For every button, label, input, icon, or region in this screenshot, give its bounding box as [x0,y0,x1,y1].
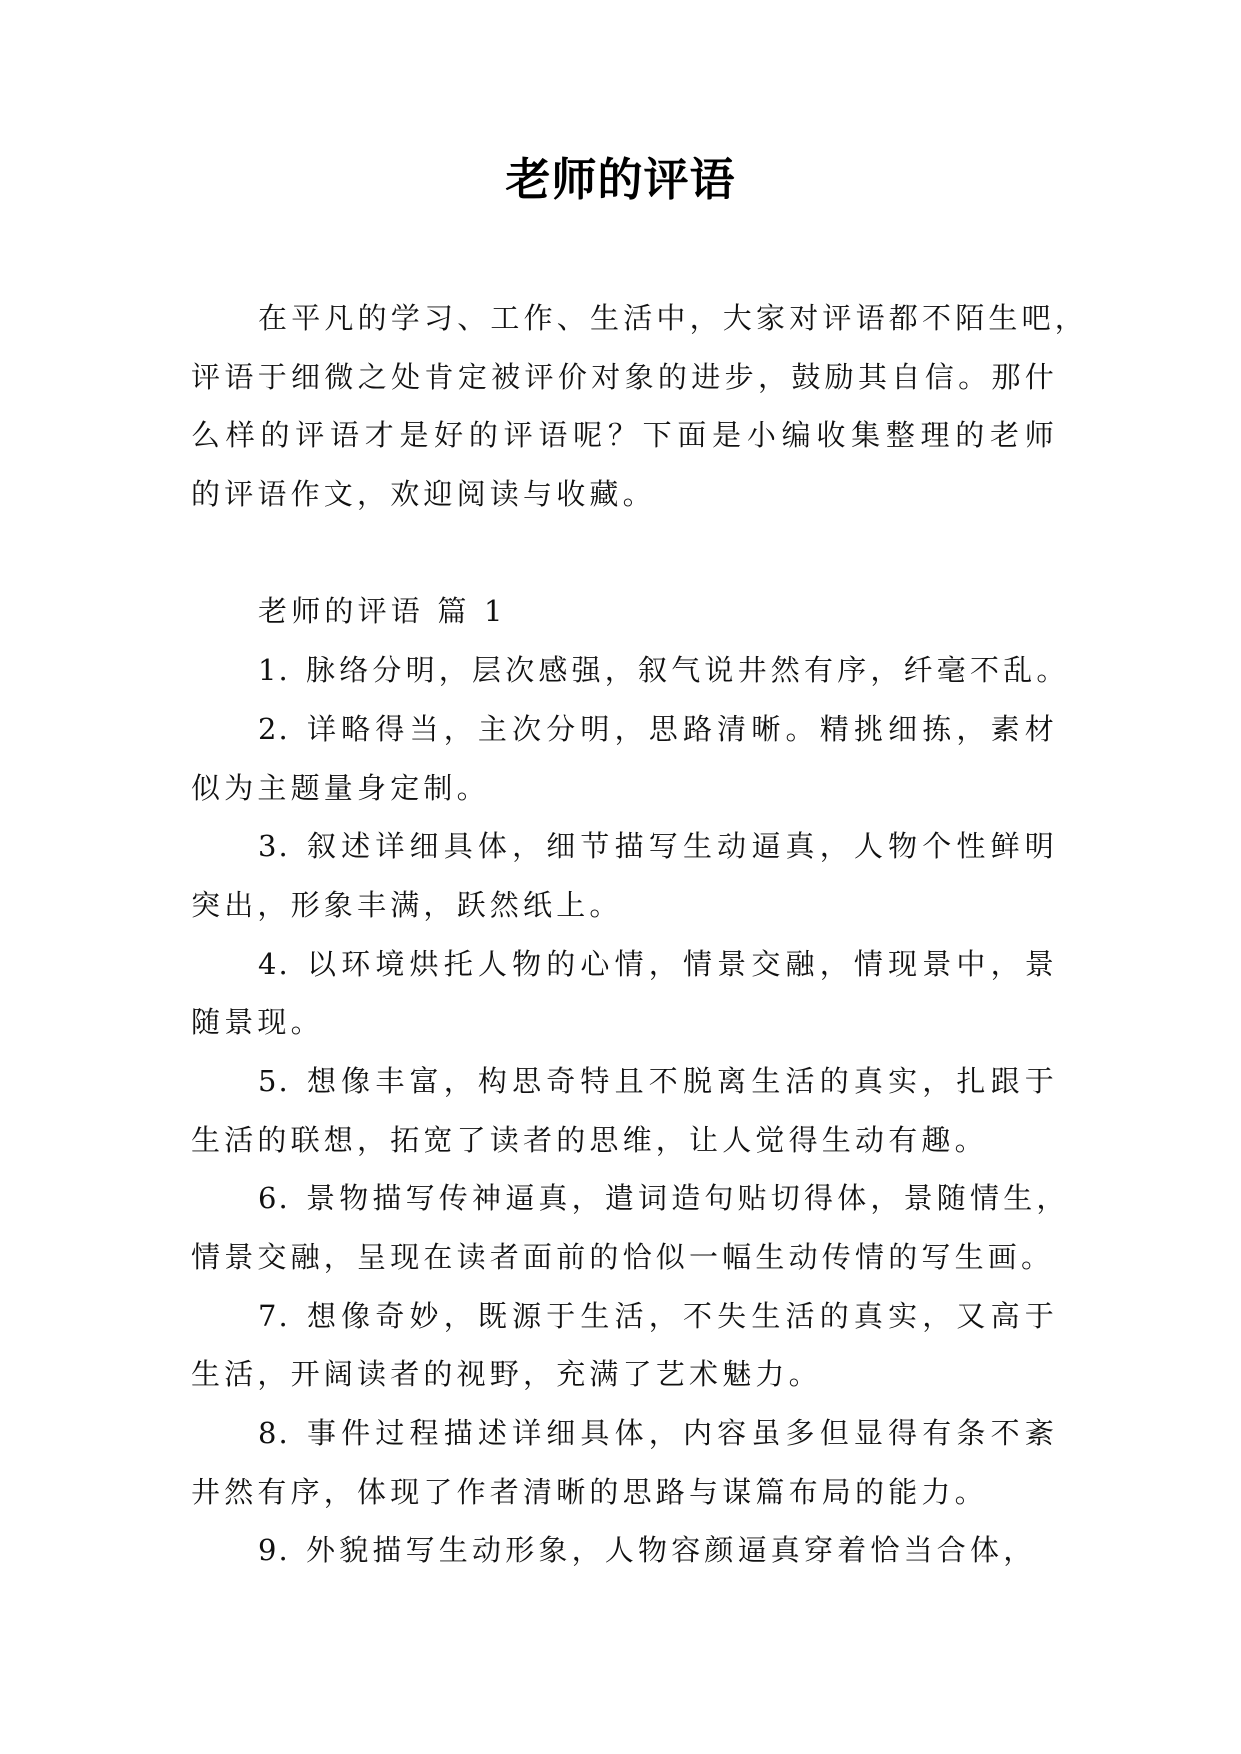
item-number: 2. [258,711,290,746]
intro-line: 么样的评语才是好的评语呢？下面是小编收集整理的老师 [191,418,1058,453]
item-number: 1. [258,653,290,688]
item-text-line: 情景交融，呈现在读者面前的恰似一幅生动传情的写生画。 [191,1240,1055,1274]
item-text-line: 似为主题量身定制。 [191,770,490,805]
comment-item [191,1287,1058,1404]
comment-item-first-line [191,1287,1058,1346]
item-text: 想像丰富，构思奇特且不脱离生活的真实，扎跟于 [306,1063,1058,1098]
item-text: 景物描写传神逼真，遣词造句贴切得体，景随情生， [306,1181,1070,1216]
intro-line: 的评语作文，欢迎阅读与收藏。 [191,477,656,512]
intro-line: 评语于细微之处肯定被评价对象的进步，鼓励其自信。那什 [191,359,1058,394]
item-text-line: 随景现。 [191,1005,324,1040]
comment-item-first-line [191,935,1058,994]
item-text: 事件过程描述详细具体，内容虽多但显得有条不紊 [306,1416,1058,1451]
item-text: 想像奇妙，既源于生活，不失生活的真实，又高于 [306,1298,1058,1333]
section-heading: 老师的评语 篇 1 [258,594,507,629]
comment-list [191,641,1070,1580]
intro-paragraph [191,289,1089,524]
item-number: 3. [258,829,290,864]
intro-line: 在平凡的学习、工作、生活中，大家对评语都不陌生吧， [258,301,1089,335]
comment-item [191,1404,1058,1521]
comment-item-first-line [191,641,1070,700]
comment-item-first-line [191,1521,1058,1580]
comment-item [191,1169,1070,1286]
comment-item-first-line [191,1404,1058,1463]
comment-item [191,1521,1058,1580]
comment-item-first-line [191,700,1058,759]
item-number: 5. [258,1063,290,1098]
item-text: 详略得当，主次分明，思路清晰。精挑细拣，素材 [306,711,1058,746]
item-text: 叙述详细具体，细节描写生动逼真，人物个性鲜明 [306,829,1058,864]
item-text-line: 井然有序，体现了作者清晰的思路与谋篇布局的能力。 [191,1474,988,1509]
item-number: 6. [258,1181,290,1216]
item-text: 外貌描写生动形象，人物容颜逼真穿着恰当合体， [306,1533,1037,1568]
document-body [191,289,1089,1580]
comment-item-first-line [191,1169,1070,1228]
item-number: 8. [258,1416,290,1451]
item-text: 以环境烘托人物的心情，情景交融，情现景中，景 [306,946,1058,981]
item-text-line: 生活的联想，拓宽了读者的思维，让人觉得生动有趣。 [191,1122,988,1157]
comment-item [191,700,1058,817]
item-text: 脉络分明，层次感强，叙气说井然有序，纤毫不乱。 [306,653,1070,688]
item-text-line: 生活，开阔读者的视野，充满了艺术魅力。 [191,1357,822,1392]
comment-item [191,641,1070,700]
comment-item-first-line [191,1052,1058,1111]
comment-item [191,935,1058,1052]
comment-item [191,817,1058,934]
item-number: 7. [258,1298,290,1333]
item-text-line: 突出，形象丰满，跃然纸上。 [191,887,623,922]
comment-item [191,1052,1058,1169]
blank-line [191,524,1058,583]
comment-item-first-line [191,817,1058,876]
item-number: 9. [258,1533,290,1568]
page-title: 老师的评语 [505,153,736,206]
item-number: 4. [258,946,290,981]
